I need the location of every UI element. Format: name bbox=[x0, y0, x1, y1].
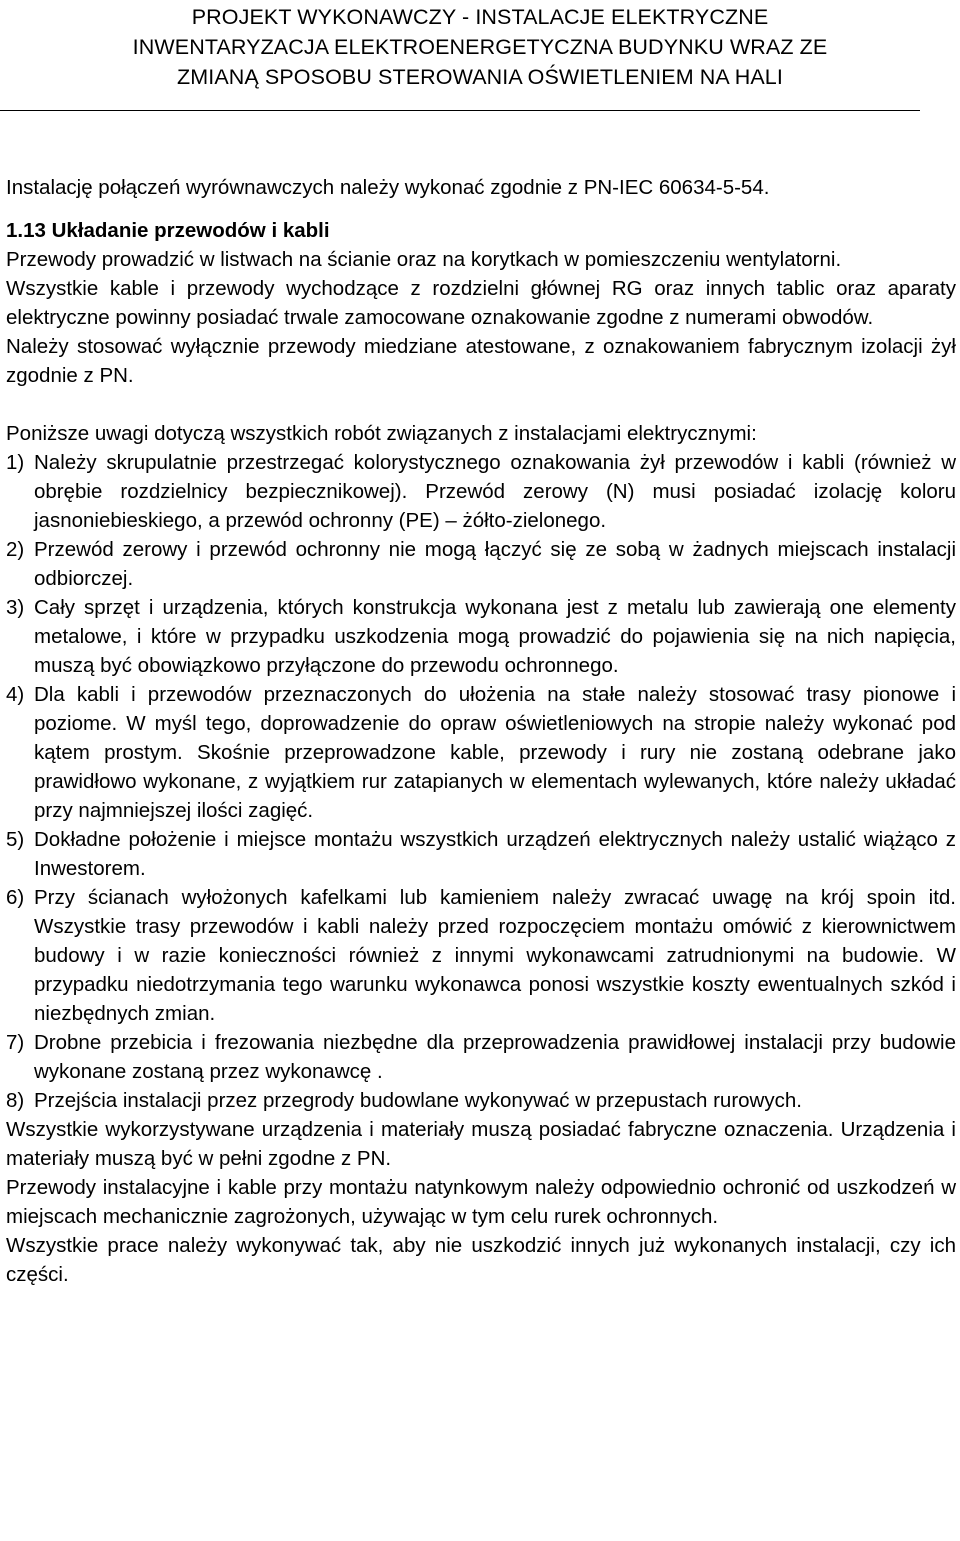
list-item-text: Dokładne położenie i miejsce montażu wszystkich urządzeń elektrycznych należy ustalić wiążąco z Inwestorem. bbox=[34, 828, 956, 880]
list-item bbox=[6, 535, 956, 593]
list-item-number: 5) bbox=[6, 828, 25, 851]
closing-paragraph: Wszystkie wykorzystywane urządzenia i materiały muszą posiadać fabryczne oznaczenia. Urządzenia i materiały muszą być w pełni zgodne z PN. bbox=[6, 1118, 956, 1170]
list-item-number: 7) bbox=[6, 1031, 25, 1054]
spacer bbox=[6, 390, 956, 419]
section-paragraph: Wszystkie kable i przewody wychodzące z rozdzielni głównej RG oraz innych tablic oraz aparaty elektryczne powinny posiadać trwale zamocowane oznakowanie zgodne z numerami obwodów. bbox=[6, 277, 956, 329]
list-item-number: 4) bbox=[6, 683, 25, 706]
list-item-number: 1) bbox=[6, 451, 25, 474]
header-line-1: PROJEKT WYKONAWCZY - INSTALACJE ELEKTRYCZNE bbox=[191, 5, 769, 29]
list-item bbox=[6, 448, 956, 535]
closing-paragraph: Wszystkie prace należy wykonywać tak, aby nie uszkodzić innych już wykonanych instalacji, czy ich części. bbox=[6, 1234, 956, 1286]
list-item-text: Przy ścianach wyłożonych kafelkami lub kamieniem należy zwracać uwagę na krój spoin itd. Wszystkie trasy przewodów i kabli należy przed rozpoczęciem montażu omówić z kierownictwem budowy i w razie konieczności również z innymi wykonawcami zatrudnionymi na budowie. W przypadku niedotrzymania tego warunku wykonawca ponosi wszystkie koszty ewentualnych szkód i niezbędnych zmian. bbox=[34, 886, 956, 1025]
list-item-number: 2) bbox=[6, 538, 25, 561]
section-heading: 1.13 Układanie przewodów i kabli bbox=[6, 219, 330, 242]
notes-intro: Poniższe uwagi dotyczą wszystkich robót związanych z instalacjami elektrycznymi: bbox=[6, 422, 757, 445]
section-paragraph: Należy stosować wyłącznie przewody miedziane atestowane, z oznakowaniem fabrycznym izolacji żył zgodnie z PN. bbox=[6, 335, 956, 387]
header-divider bbox=[0, 110, 920, 111]
closing-paragraph: Przewody instalacyjne i kable przy montażu natynkowym należy odpowiednio ochronić od uszkodzeń w miejscach mechanicznie zagrożonych, używając w tym celu rurek ochronnych. bbox=[6, 1176, 956, 1228]
document-body bbox=[6, 173, 956, 1289]
list-item bbox=[6, 1086, 956, 1115]
list-item bbox=[6, 883, 956, 1028]
list-item-text: Dla kabli i przewodów przeznaczonych do ułożenia na stałe należy stosować trasy pionowe i poziome. W myśl tego, doprowadzenie do opraw oświetleniowych na stropie należy wykonać pod kątem prostym. Skośnie przeprowadzone kable, przewody i rury nie zostaną odebrane jako prawidłowo wykonane, z wyjątkiem rur zatapianych w elementach wylewanych, które należy układać przy najmniejszej ilości zagięć. bbox=[34, 683, 956, 822]
list-item-text: Drobne przebicia i frezowania niezbędne dla przeprowadzenia prawidłowej instalacji przy budowie wykonane zostaną przez wykonawcę . bbox=[34, 1031, 956, 1083]
equipotential-paragraph: Instalację połączeń wyrównawczych należy wykonać zgodnie z PN-IEC 60634-5-54. bbox=[6, 176, 770, 199]
list-item-text: Należy skrupulatnie przestrzegać kolorystycznego oznakowania żył przewodów i kabli (również w obrębie rozdzielnicy bezpiecznikowej). Przewód zerowy (N) musi posiadać izolację koloru jasnoniebieskiego, a przewód ochronny (PE) – żółto-zielonego. bbox=[34, 451, 956, 532]
list-item-number: 8) bbox=[6, 1089, 25, 1112]
list-item-number: 3) bbox=[6, 596, 25, 619]
list-item bbox=[6, 680, 956, 825]
document-header bbox=[0, 0, 960, 92]
list-item-text: Przewód zerowy i przewód ochronny nie mogą łączyć się ze sobą w żadnych miejscach instalacji odbiorczej. bbox=[34, 538, 956, 590]
header-line-2: INWENTARYZACJA ELEKTROENERGETYCZNA BUDYNKU WRAZ ZE bbox=[132, 35, 828, 59]
section-paragraph: Przewody prowadzić w listwach na ścianie oraz na korytkach w pomieszczeniu wentylatorni. bbox=[6, 248, 842, 271]
list-item-text: Cały sprzęt i urządzenia, których konstrukcja wykonana jest z metalu lub zawierają one elementy metalowe, i które w przypadku uszkodzenia mogą prowadzić do pojawienia się na nich napięcia, muszą być obowiązkowo przyłączone do przewodu ochronnego. bbox=[34, 596, 956, 677]
list-item bbox=[6, 825, 956, 883]
list-item bbox=[6, 1028, 956, 1086]
list-item bbox=[6, 593, 956, 680]
header-line-3: ZMIANĄ SPOSOBU STEROWANIA OŚWIETLENIEM NA HALI bbox=[177, 65, 783, 89]
list-item-text: Przejścia instalacji przez przegrody budowlane wykonywać w przepustach rurowych. bbox=[34, 1089, 802, 1112]
list-item-number: 6) bbox=[6, 886, 25, 909]
notes-list bbox=[6, 448, 956, 1115]
